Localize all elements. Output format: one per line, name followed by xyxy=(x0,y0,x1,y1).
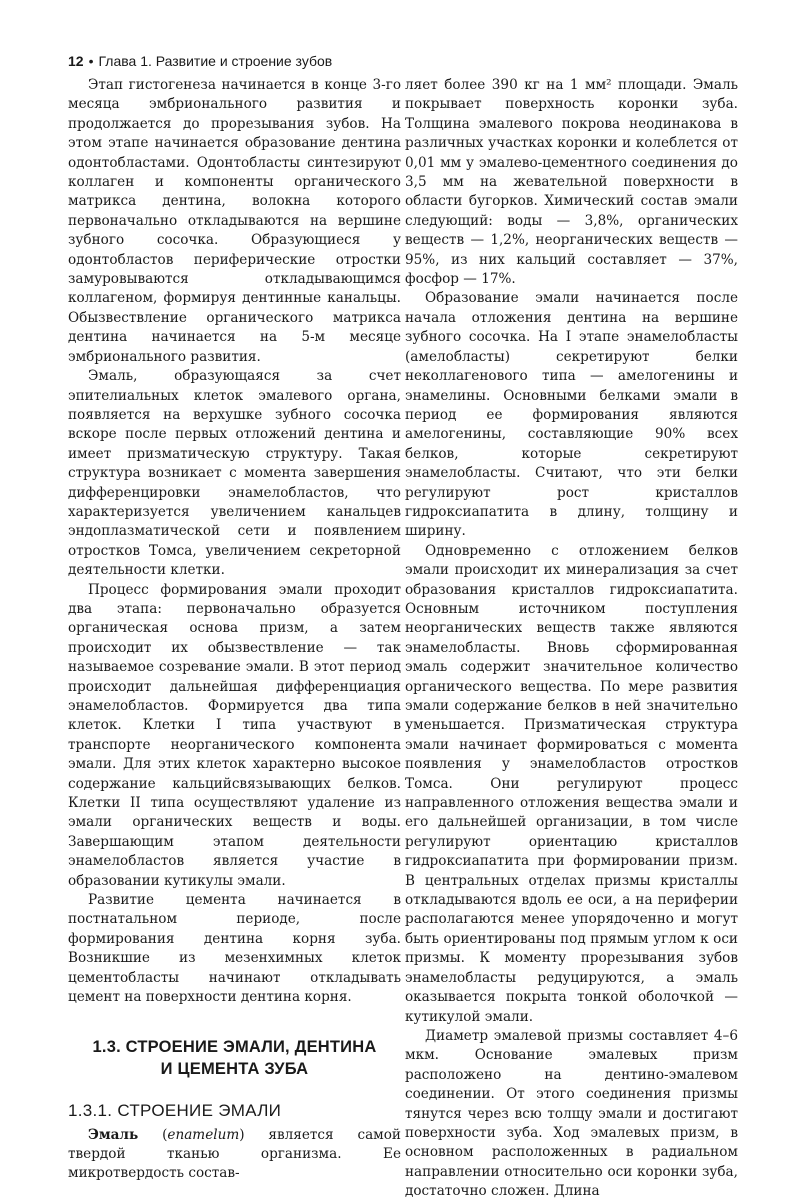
paragraph-cement-development: Развитие цемента начинается в постнатальном периоде, после формирования дентина корня зуба. Возникшие из мезенхимных клеток цементобласты начинают откладывать цемент на поверхности дентина корня. xyxy=(68,892,401,1006)
paragraph-histogenesis: Этап гистогенеза начинается в конце 3-го месяца эмбрионального развития и продолжается до прорезывания зубов. На этом этапе начинается образование дентина одонтобластами. Одонтобласты синтезируют коллаген и компоненты органического матрикса дентина, волокна которого первоначально откладываются на вершине зубного сосочка. Образующиеся у одонтобластов периферические отростки замуровываются откладывающимся коллагеном, формируя дентинные канальцы. Обызвествление органического матрикса дентина начинается на 5-м месяце эмбрионального развития. xyxy=(68,77,401,365)
bullet-separator: • xyxy=(88,53,94,69)
section-heading xyxy=(68,1036,401,1080)
latin-term: enamelum xyxy=(167,1126,240,1143)
chapter-title: Глава 1. Развитие и строение зубов xyxy=(98,53,333,69)
section-heading-line-1: 1.3. СТРОЕНИЕ ЭМАЛИ, ДЕНТИНА xyxy=(92,1037,377,1056)
section-heading-line-2: И ЦЕМЕНТА ЗУБА xyxy=(160,1059,309,1078)
latin-open: ( xyxy=(138,1126,168,1143)
running-head xyxy=(68,52,738,70)
paragraph-enamel-origin: Эмаль, образующаяся за счет эпителиальных клеток эмалевого органа, появляется на верхушке зубного сосочка вскоре после первых отложений дентина и имеет призматическую структуру. Такая структура возникает с момента завершения дифференцировки энамелобластов, что характеризуется увеличением канальцев эндоплазматической сети и появлением отростков Томса, увеличением секреторной деятельности клетки. xyxy=(68,368,401,579)
left-column xyxy=(68,76,401,1184)
paragraph-enamel-prism: Диаметр эмалевой призмы составляет 4–6 мкм. Основание эмалевых призм расположено на дентино-эмалевом соединении. От этого соединения призмы тянутся через всю толщу эмали и достигают поверхности зуба. Ход эмалевых призм, в основном расположенных в радиальном направлении относительно оси коронки зуба, достаточно сложен. Длина xyxy=(405,1027,738,1200)
subsection-heading: 1.3.1. СТРОЕНИЕ ЭМАЛИ xyxy=(68,1100,282,1120)
paragraph-mineralization: Одновременно с отложением белков эмали происходит их минерализация за счет образования кристаллов гидроксиапатита. Основным источником поступления неорганических веществ также являются энамелобласты. Вновь сформированная эмаль содержит значительное количество органического вещества. По мере развития эмали содержание белков в ней значительно уменьшается. Призматическая структура эмали начинает формироваться с момента появления у энамелобластов отростков Томса. Они регулируют процесс направленного отложения вещества эмали и его дальнейшей организации, в том числе регулируют ориентацию кристаллов гидроксиапатита при формировании призм. В центральных отделах призмы кристаллы откладываются вдоль ее оси, а на периферии располагаются менее упорядоченно и могут быть ориентированы под прямым углом к оси призмы. К моменту прорезывания зубов энамелобласты редуцируются, а эмаль оказывается покрыта тонкой оболочкой — кутикулой эмали. xyxy=(405,542,738,1025)
paragraph-enamel-proteins: Образование эмали начинается после начала отложения дентина на вершине зубного сосочка. На I этапе энамелобласты (амелобласты) секретируют белки неколлагенового типа — амелогенины и энамелины. Основными белками эмали в период ее формирования являются амелогенины, составляющие 90% всех белков, которые секретируют энамелобласты. Считают, что эти белки регулируют рост кристаллов гидроксиапатита в длину, толщину и ширину. xyxy=(405,290,738,540)
right-column xyxy=(405,76,738,1202)
definition-text: ) является самой твердой тканью организма. Ее микротвердость состав- xyxy=(68,1126,401,1182)
page-number: 12 xyxy=(68,53,84,69)
paragraph-enamel-properties: ляет более 390 кг на 1 мм² площади. Эмаль покрывает поверхность коронки зуба. Толщина эмалевого покрова неодинакова в различных участках коронки и колеблется от 0,01 мм у эмалево-цементного соединения до 3,5 мм на жевательной поверхности в области бугорков. Химический состав эмали следующий: воды — 3,8%, органических веществ — 1,2%, неорганических веществ — 95%, из них кальций составляет — 37%, фосфор — 17%. xyxy=(405,77,738,288)
paragraph-enamel-formation: Процесс формирования эмали проходит два этапа: первоначально образуется органическая основа призм, а затем происходит их обызвествление — так называемое созревание эмали. В этот период происходит дальнейшая дифференциация энамелобластов. Формируется два типа клеток. Клетки I типа участвуют в транспорте неорганического компонента эмали. Для этих клеток характерно высокое содержание кальцийсвязывающих белков. Клетки II типа осуществляют удаление из эмали органических веществ и воды. Завершающим этапом деятельности энамелобластов является участие в образовании кутикулы эмали. xyxy=(68,581,401,889)
paragraph-enamel-definition xyxy=(68,1126,401,1184)
term-enamel: Эмаль xyxy=(88,1126,139,1143)
